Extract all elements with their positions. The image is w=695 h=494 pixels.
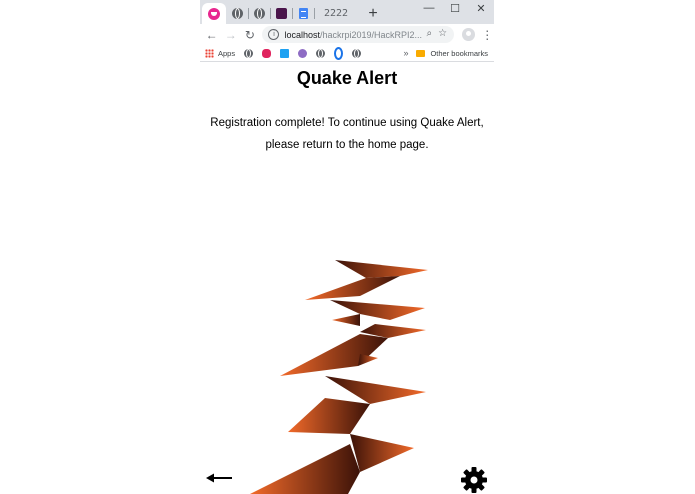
url-path: /hackrpi2019/HackRPI2... xyxy=(320,29,423,40)
new-tab-button[interactable]: + xyxy=(368,4,378,22)
minimize-button[interactable]: — xyxy=(423,2,435,14)
zoom-icon[interactable]: ⌕ xyxy=(426,28,433,39)
tab-strip xyxy=(200,0,494,24)
browser-window xyxy=(200,0,494,494)
message-line-1: Registration complete! To continue using Quake Alert, xyxy=(210,117,484,129)
url-host: localhost xyxy=(284,29,320,40)
profile-avatar-icon[interactable] xyxy=(462,28,474,41)
bookmark-icon[interactable] xyxy=(262,49,271,58)
bookmarks-bar xyxy=(200,45,494,62)
tab-quake-alert[interactable] xyxy=(202,3,226,24)
back-nav-button[interactable] xyxy=(202,25,221,45)
tab-2[interactable] xyxy=(226,3,248,24)
bookmark-apps[interactable]: Apps xyxy=(218,48,236,58)
browser-toolbar xyxy=(200,24,494,45)
globe-icon xyxy=(254,8,265,19)
tab-4[interactable] xyxy=(270,3,292,24)
globe-icon[interactable] xyxy=(352,49,361,58)
page-title: Quake Alert xyxy=(296,68,398,88)
reload-button[interactable] xyxy=(240,25,259,45)
folder-icon xyxy=(416,50,425,57)
bookmark-icon[interactable] xyxy=(298,49,307,58)
arrow-right-icon: → xyxy=(224,27,237,42)
earthquake-crack-illustration xyxy=(240,258,440,494)
tab-5[interactable] xyxy=(292,3,314,24)
page-content xyxy=(200,62,494,494)
close-window-button[interactable]: ✕ xyxy=(476,2,486,15)
tab-group[interactable] xyxy=(314,3,358,24)
address-bar[interactable] xyxy=(262,26,454,43)
back-arrow-icon[interactable] xyxy=(204,470,234,486)
reload-icon: ↻ xyxy=(244,27,255,42)
maximize-button[interactable]: ☐ xyxy=(450,2,460,15)
info-icon[interactable]: i xyxy=(268,29,279,40)
bookmark-icon[interactable] xyxy=(334,47,343,60)
apps-grid-icon[interactable] xyxy=(205,49,214,58)
globe-icon[interactable] xyxy=(244,49,253,58)
arrow-left-icon: ← xyxy=(205,27,218,42)
slack-favicon-icon xyxy=(276,8,287,19)
message-line-2: please return to the home page. xyxy=(265,139,429,151)
multi-favicon-icon: 2222 xyxy=(323,8,349,19)
forward-nav-button[interactable] xyxy=(221,25,240,45)
globe-icon[interactable] xyxy=(316,49,325,58)
bookmarks-overflow-button[interactable]: » xyxy=(403,48,409,58)
globe-icon xyxy=(232,8,243,19)
settings-gear-icon[interactable] xyxy=(460,466,488,494)
app-favicon-icon xyxy=(208,8,220,20)
bookmark-icon[interactable] xyxy=(280,49,289,58)
google-docs-icon xyxy=(299,8,308,19)
bookmark-star-icon[interactable]: ☆ xyxy=(438,28,448,39)
other-bookmarks[interactable]: Other bookmarks xyxy=(430,48,488,58)
registration-message xyxy=(200,112,494,156)
tab-3[interactable] xyxy=(248,3,270,24)
browser-menu-icon[interactable]: ⋮ xyxy=(481,27,494,42)
